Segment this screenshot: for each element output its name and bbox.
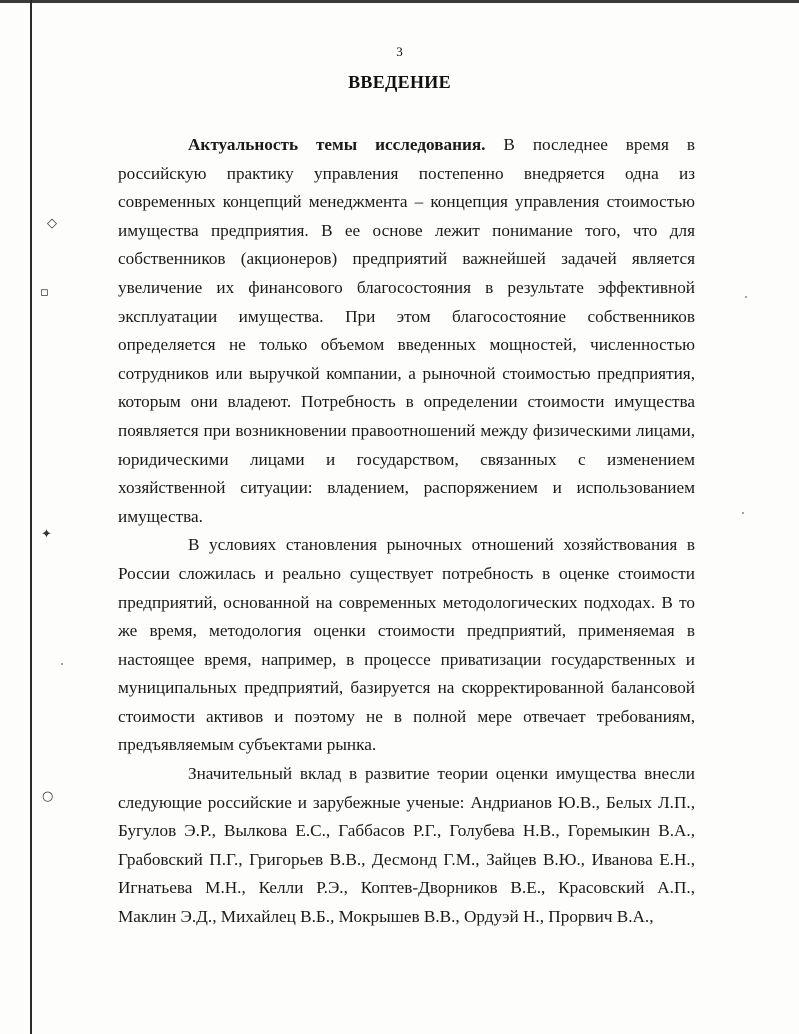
page-number: 3 [396, 44, 403, 59]
scan-speck [745, 296, 747, 298]
paragraph-market-conditions [118, 531, 695, 760]
binder-hole-mark-icon: ▫ [40, 285, 49, 300]
binder-hole-mark-icon: ◇ [47, 216, 57, 231]
page-title: ВВЕДЕНИЕ [348, 72, 451, 92]
paragraph-relevance [118, 131, 695, 531]
binder-hole-mark-icon: ○ [42, 789, 54, 804]
paragraph-text: В условиях становления рыночных отношений хозяйствования в России сложилась и реально существует потребность в оценке стоимости предприятий, основанной на современных методологических подходах. В то же время, методология оценки стоимости предприятий, применяемая в настоящее время, например, в процессе приватизации государственных и муниципальных предприятий, базируется на скорректированной балансовой стоимости активов и поэтому не в полной мере отвечает требованиям, предъявляемым субъектами рынка. [118, 535, 695, 755]
paragraph-text: В последнее время в российскую практику управления постепенно внедряется одна из современных концепций менеджмента – концепция управления стоимостью имущества предприятия. В ее основе лежит понимание того, что для собственников (акционеров) предприятий важнейшей задачей является увеличение их финансового благосостояния в результате эффективной эксплуатации имущества. При этом благосостояние собственников определяется не только объемом введенных мощностей, численностью сотрудников или выручкой компании, а рыночной стоимостью предприятия, которым они владеют. Потребность в определении стоимости имущества появляется при возникновении правоотношений между физическими лицами, юридическими лицами и государством, связанных с изменением хозяйственной ситуации: владением, распоряжением и использованием имущества. [118, 135, 695, 526]
scan-left-edge [30, 0, 32, 1034]
scan-speck [61, 663, 63, 665]
paragraph-lead: Актуальность темы исследования. [188, 135, 486, 154]
paragraph-scholars [118, 760, 695, 932]
scan-top-edge [0, 0, 799, 3]
scan-speck [742, 512, 744, 514]
body-text [118, 131, 695, 932]
paragraph-text: Значительный вклад в развитие теории оценки имущества внесли следующие российские и зарубежные ученые: Андрианов Ю.В., Белых Л.П., Бугулов Э.Р., Вылкова Е.С., Габбасов Р.Г., Голубева Н.В., Горемыкин В.А., Грабовский П.Г., Григорьев В.В., Десмонд Г.М., Зайцев В.Ю., Иванова Е.Н., Игнатьева М.Н., Келли Р.Э., Коптев-Дворников В.Е., Красовский А.П., Маклин Э.Д., Михайлец В.Б., Мокрышев В.В., Ордуэй Н., Прорвич В.А., [118, 764, 695, 927]
binder-hole-mark-icon: ✦ [41, 527, 52, 542]
